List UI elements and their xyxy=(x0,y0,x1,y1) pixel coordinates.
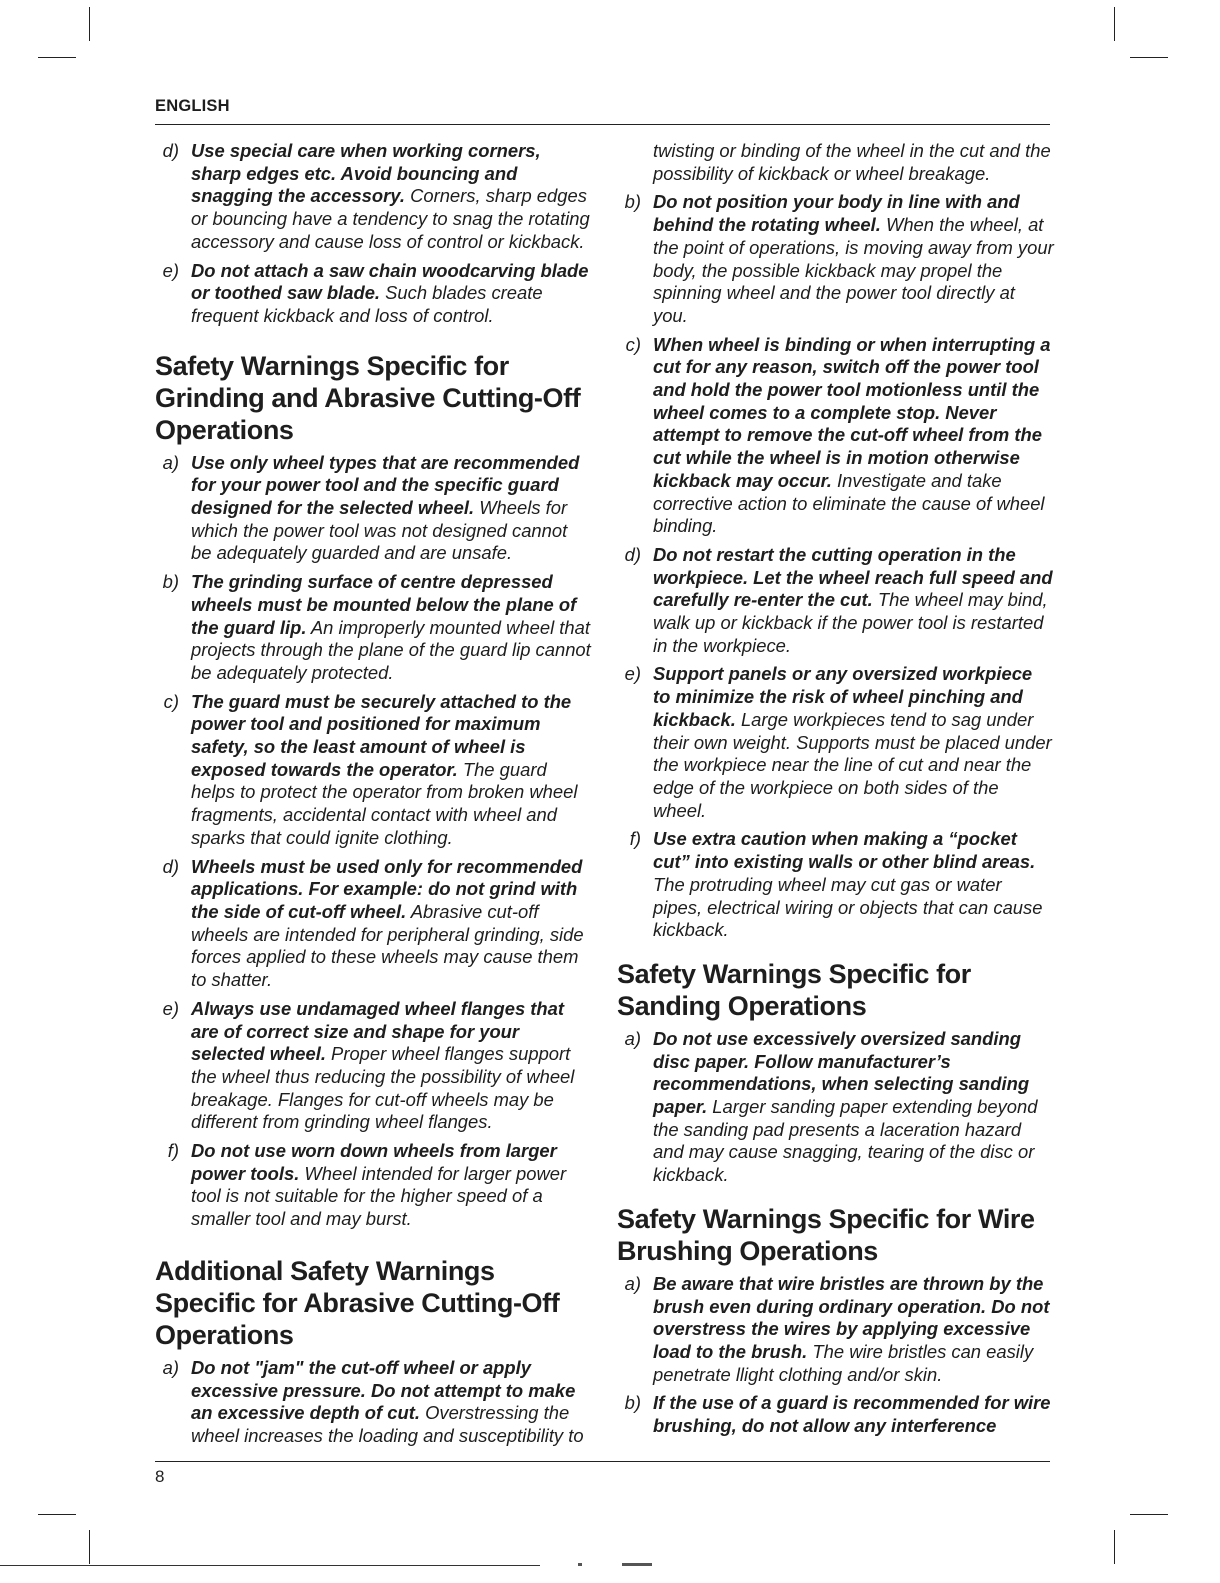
item-letter: f) xyxy=(167,1140,179,1162)
item-letter: a) xyxy=(162,451,179,473)
item-warning: Do not use worn down wheels from larger power tools. xyxy=(191,1140,557,1184)
item-letter: c) xyxy=(625,333,641,355)
item-letter: a) xyxy=(624,1027,641,1049)
item-explanation: Wheel intended for larger power tool is not suitable for the higher speed of a smaller tool and may burst. xyxy=(191,1162,567,1230)
crop-mark xyxy=(1114,7,1115,41)
header-rule xyxy=(155,124,1050,125)
item-warning: Use extra caution when making a “pocket cut” into existing walls or other blind areas. xyxy=(653,828,1036,873)
list-item xyxy=(617,663,1054,822)
item-warning: The guard must be securely attached to the power tool and positioned for maximum safety, so the least amount of wheel is exposed towards the operator. xyxy=(191,690,572,780)
item-warning: Be aware that wire bristles are thrown by the brush even during ordinary operation. Do not overstress the wires by applying excessive load to the brush. xyxy=(653,1272,1050,1362)
continued-text: twisting or binding of the wheel in the cut and the possibility of kickback or wheel breakage. xyxy=(653,140,1051,184)
registration-mark xyxy=(622,1563,652,1566)
item-explanation: Wheels for which the power tool was not designed cannot be adequately guarded and are unsafe. xyxy=(191,497,568,564)
list-item xyxy=(155,571,592,685)
item-warning: Do not restart the cutting operation in the workpiece. Let the wheel reach full speed and carefully re-enter the cut. xyxy=(653,543,1053,611)
list-item xyxy=(155,856,592,992)
item-letter: a) xyxy=(624,1272,641,1294)
list-item xyxy=(155,1357,592,1448)
section-heading-sanding: Safety Warnings Specific for Sanding Operations xyxy=(617,958,971,1021)
registration-mark xyxy=(578,1563,582,1566)
language-label: ENGLISH xyxy=(155,97,230,115)
section-heading-cutting-off: Additional Safety Warnings Specific for Abrasive Cutting-Off Operations xyxy=(155,1255,560,1350)
item-warning: Do not position your body in line with and behind the rotating wheel. xyxy=(653,191,1020,236)
footer-rule xyxy=(155,1461,1050,1462)
item-letter: b) xyxy=(624,191,641,213)
crop-mark xyxy=(89,1530,90,1564)
item-letter: e) xyxy=(162,997,179,1019)
item-warning: Do not "jam" the cut-off wheel or apply excessive pressure. Do not attempt to make an excessive depth of cut. xyxy=(191,1356,576,1424)
item-explanation: Proper wheel flanges support the wheel thus reducing the possibility of wheel breakage. Flanges for cut-off wheels may be different from grinding wheel flanges. xyxy=(191,1043,575,1133)
list-item xyxy=(155,1140,592,1231)
item-warning: Use only wheel types that are recommended for your power tool and the specific guard designed for the selected wheel. xyxy=(191,451,580,519)
item-warning: If the use of a guard is recommended for wire brushing, do not allow any interference xyxy=(653,1392,1051,1437)
item-letter: e) xyxy=(624,663,641,685)
item-letter: e) xyxy=(162,259,179,281)
crop-mark xyxy=(38,57,76,58)
item-explanation: Investigate and take corrective action to eliminate the cause of wheel binding. xyxy=(653,469,1045,537)
item-warning: The grinding surface of centre depressed wheels must be mounted below the plane of the guard lip. xyxy=(191,571,577,638)
crop-mark xyxy=(1114,1530,1115,1564)
right-column xyxy=(617,140,1054,1444)
list-item xyxy=(155,691,592,850)
page-number: 8 xyxy=(155,1467,165,1486)
list-item xyxy=(155,998,592,1134)
item-explanation: An improperly mounted wheel that projects through the plane of the guard lip cannot be adequately protected. xyxy=(191,616,591,683)
list-item xyxy=(155,452,592,566)
item-warning: When wheel is binding or when interrupting a cut for any reason, switch off the power tool and hold the power tool motionless until the wheel comes to a complete stop. Never attempt to remove the cut-off wheel from the cut while the wheel is in motion otherwise kickback may occur. xyxy=(653,333,1051,491)
item-warning: Wheels must be used only for recommended applications. For example: do not grind with the side of cut-off wheel. xyxy=(191,855,583,922)
crop-mark xyxy=(38,1514,76,1515)
list-item xyxy=(617,191,1054,327)
crop-mark xyxy=(89,7,90,41)
item-letter: d) xyxy=(162,140,179,161)
item-explanation: When the wheel, at the point of operations, is moving away from your body, the possible kickback may propel the spinning wheel and the power tool directly at you. xyxy=(653,214,1054,326)
item-letter: f) xyxy=(629,828,641,850)
crop-mark xyxy=(1130,1514,1168,1515)
item-explanation: Larger sanding paper extending beyond the sanding pad presents a laceration hazard and may cause snagging, tearing of the disc or kickback. xyxy=(653,1096,1038,1186)
item-letter: b) xyxy=(162,571,179,593)
item-warning: Use special care when working corners, sharp edges etc. Avoid bouncing and snagging the accessory. xyxy=(191,140,541,207)
item-explanation: The wheel may bind, walk up or kickback if the power tool is restarted in the workpiece. xyxy=(653,589,1048,656)
section-heading-wire-brushing: Safety Warnings Specific for Wire Brushing Operations xyxy=(617,1203,1035,1266)
item-explanation: Overstressing the wheel increases the loading and susceptibility to xyxy=(191,1402,584,1446)
section-heading-grinding: Safety Warnings Specific for Grinding and Abrasive Cutting-Off Operations xyxy=(155,350,581,445)
item-letter: d) xyxy=(624,543,641,565)
item-letter: d) xyxy=(162,855,179,877)
item-explanation: Large workpieces tend to sag under their own weight. Supports must be placed under the workpiece near the line of cut and near the edge of the workpiece on both sides of the wheel. xyxy=(653,708,1052,821)
item-explanation: The wire bristles can easily penetrate llight clothing and/or skin. xyxy=(653,1340,1034,1385)
crop-mark xyxy=(1130,57,1168,58)
item-warning: Always use undamaged wheel flanges that are of correct size and shape for your selected wheel. xyxy=(191,997,565,1065)
item-explanation: The guard helps to protect the operator from broken wheel fragments, accidental contact with wheel and sparks that could ignite clothing. xyxy=(191,758,578,848)
item-explanation: Corners, sharp edges or bouncing have a tendency to snag the rotating accessory and cause loss of control or kickback. xyxy=(191,185,590,252)
list-item xyxy=(155,140,592,254)
list-item xyxy=(617,828,1054,942)
list-item xyxy=(617,334,1054,538)
list-item xyxy=(155,260,592,328)
item-letter: a) xyxy=(162,1356,179,1378)
item-explanation: Such blades create frequent kickback and loss of control. xyxy=(191,282,543,326)
item-letter: c) xyxy=(163,690,179,712)
item-warning: Do not attach a saw chain woodcarving blade or toothed saw blade. xyxy=(191,259,589,304)
item-letter: b) xyxy=(624,1392,641,1414)
list-item xyxy=(617,544,1054,658)
item-warning: Support panels or any oversized workpiece to minimize the risk of wheel pinching and kickback. xyxy=(653,663,1033,730)
item-explanation: The protruding wheel may cut gas or water pipes, electrical wiring or objects that can cause kickback. xyxy=(653,873,1043,941)
page-edge-line xyxy=(0,1565,540,1566)
item-warning: Do not use excessively oversized sanding disc paper. Follow manufacturer’s recommendations, when selecting sanding paper. xyxy=(653,1027,1030,1118)
left-column xyxy=(155,140,592,1454)
item-explanation: Abrasive cut-off wheels are intended for peripheral grinding, side forces applied to these wheels may cause them to shatter. xyxy=(191,900,584,991)
list-item xyxy=(617,1273,1054,1387)
list-item xyxy=(617,1028,1054,1187)
list-item xyxy=(617,1392,1054,1437)
